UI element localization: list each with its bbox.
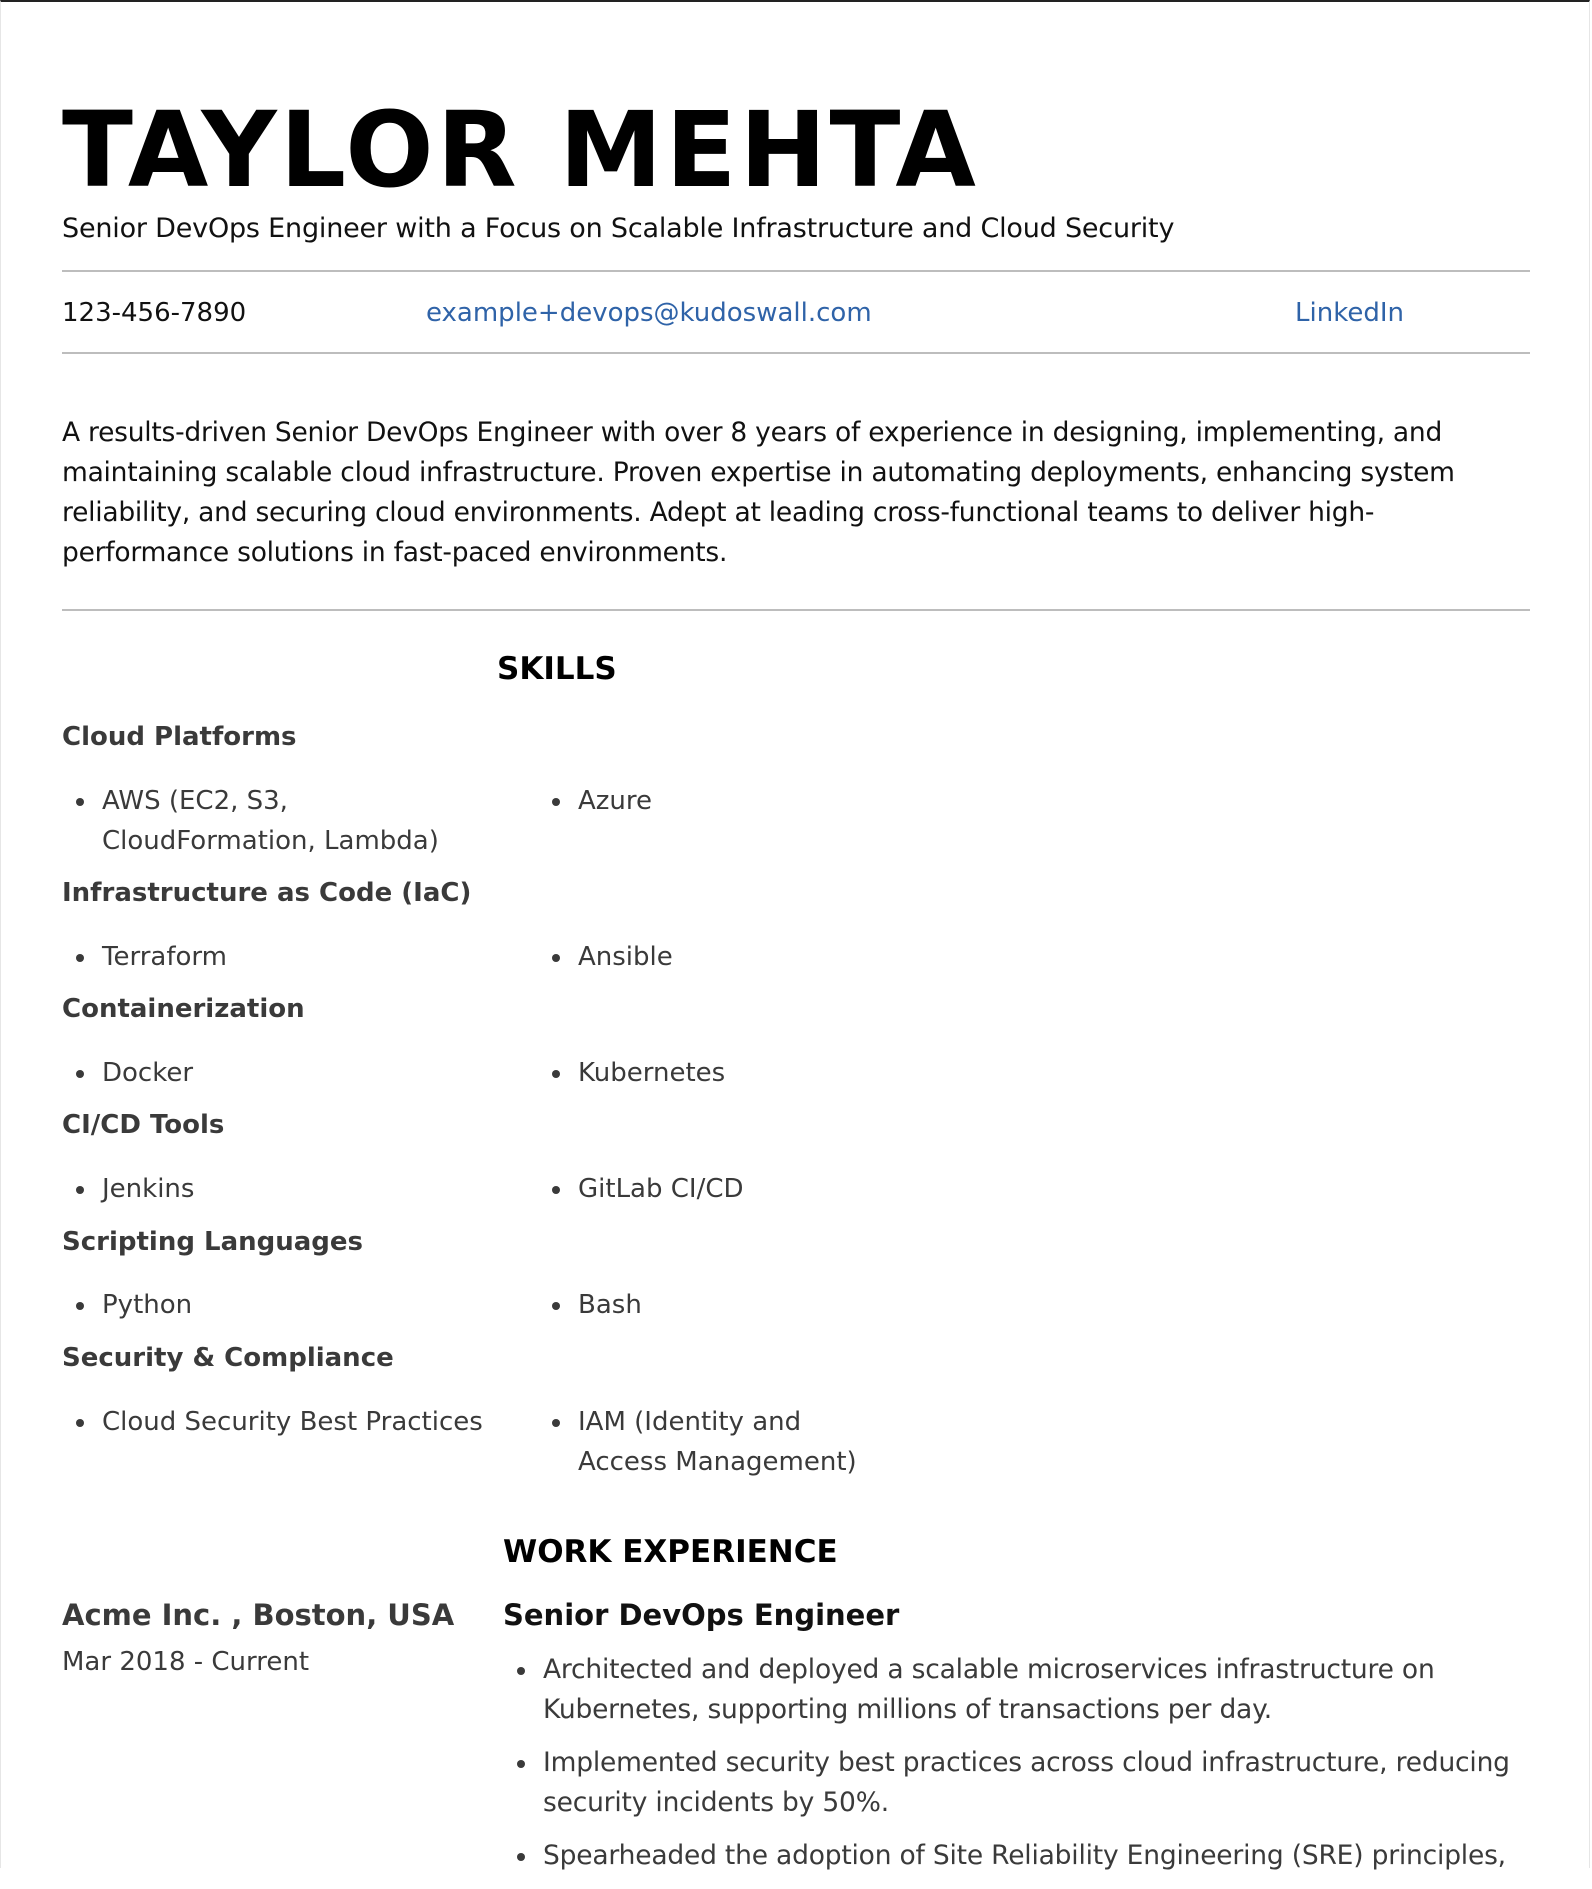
skill-item: IAM (Identity and Access Management) [538, 1402, 898, 1482]
skill-item: Cloud Security Best Practices [62, 1402, 502, 1442]
email-link[interactable]: example+devops@kudoswall.com [426, 298, 872, 328]
job-bullet: Architected and deployed a scalable microservices infrastructure on Kubernetes, supporting millions of transactions per day. [503, 1650, 1533, 1730]
contact-divider [62, 352, 1530, 354]
phone-number: 123-456-7890 [62, 298, 247, 328]
skill-item: Docker [62, 1053, 502, 1093]
skill-item: AWS (EC2, S3, CloudFormation, Lambda) [62, 781, 502, 861]
company-location: Acme Inc. , Boston, USA [62, 1598, 455, 1632]
skill-item: Ansible [538, 937, 978, 977]
skill-item: Kubernetes [538, 1053, 978, 1093]
skill-category: Cloud Platforms [62, 722, 297, 752]
header-divider [62, 270, 1530, 272]
candidate-name: TAYLOR MEHTA [62, 89, 979, 211]
skill-item: Python [62, 1285, 502, 1325]
job-bullet: Implemented security best practices across cloud infrastructure, reducing security incidents by 50%. [503, 1743, 1533, 1823]
job-title: Senior DevOps Engineer [503, 1598, 900, 1632]
skill-category: Infrastructure as Code (IaC) [62, 878, 472, 908]
linkedin-link[interactable]: LinkedIn [1295, 298, 1404, 328]
skill-item: GitLab CI/CD [538, 1169, 978, 1209]
skill-item: Terraform [62, 937, 502, 977]
skill-category: Security & Compliance [62, 1343, 394, 1373]
skill-item: Bash [538, 1285, 978, 1325]
contact-row [62, 293, 1530, 333]
employment-dates: Mar 2018 - Current [62, 1647, 310, 1677]
work-experience-heading: WORK EXPERIENCE [503, 1534, 838, 1570]
summary-divider [62, 609, 1530, 611]
skill-category: Containerization [62, 994, 305, 1024]
tagline: Senior DevOps Engineer with a Focus on Scalable Infrastructure and Cloud Security [62, 213, 1175, 244]
summary-paragraph: A results-driven Senior DevOps Engineer with over 8 years of experience in designing, implementing, and maintaining scalable cloud infrastructure. Proven expertise in automating deployments, enhancing system reliability, and securing cloud environments. Adept at leading cross-functional teams to deliver high-performance solutions in fast-paced environments. [62, 417, 1455, 568]
job-bullets [503, 1650, 1533, 1889]
job-bullet: Spearheaded the adoption of Site Reliability Engineering (SRE) principles, [503, 1836, 1533, 1876]
skill-category: CI/CD Tools [62, 1110, 225, 1140]
skill-item: Azure [538, 781, 978, 821]
skill-item: Jenkins [62, 1169, 502, 1209]
skill-category: Scripting Languages [62, 1227, 364, 1257]
skills-heading: SKILLS [497, 651, 617, 687]
